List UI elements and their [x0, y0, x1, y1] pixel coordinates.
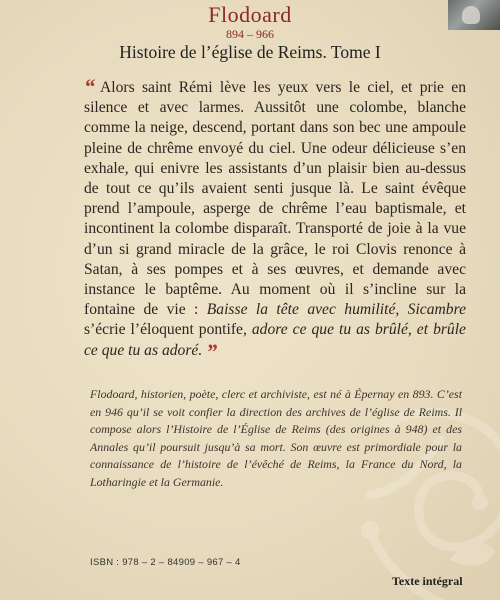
author-dates: 894 – 966 [226, 27, 274, 41]
quote-text-1: Alors saint Rémi lève les yeux vers le ciel, et prie en silence et avec larmes. Aussitôt une colombe, blanche comme la neige, descend, portant dans son bec une ampoule pleine de chrême envoyé du ciel. Une odeur délicieuse s’en exhale, qui enivre les assistants d’un plaisir bien au-dessus de tout ce qu’ils avaient senti jusque là. Le saint évêque prend l’ampoule, asperge de chrême l’eau baptismale, et incontinent la colombe disparaît. Transporté de joie à la vue d’un si grand miracle de la grâce, le roi Clovis renonce à Satan, à ses pompes et à ses œuvres, et demande avec instance le baptême. Au moment où il s’incline sur la fontaine de vie : [84, 79, 466, 319]
quote-block [84, 74, 466, 364]
close-quote-mark: ” [206, 338, 218, 364]
quote-italic-2: adore ce que tu as brûlé, et brûle ce que tu as adoré. [84, 321, 466, 359]
quote-text-2: s’écrie l’éloquent pontife, [84, 321, 252, 339]
footer-text-fragment [200, 592, 480, 600]
isbn: ISBN : 978 – 2 – 84909 – 967 – 4 [90, 557, 241, 568]
author-biography: Flodoard, historien, poète, clerc et archiviste, est né à Épernay en 893. C’est en 946 qu’il se voit confier la direction des archives de l’église de Reims. Il compose alors l’Histoire de l’Église de Reims (des origines à 948) et des Annales qu’il poursuit jusqu’à sa mort. Son œuvre est primordiale pour la connaissance de l’histoire de l’évêché de Reims, la France du Nord, la Lotharingie et la Germanie. [90, 387, 462, 489]
quote-italic-1: Baisse la tête avec humilité, Sicambre [206, 301, 466, 319]
open-quote-mark: “ [84, 74, 95, 99]
author-name: Flodoard [208, 2, 292, 27]
edition-note: Texte intégral [392, 574, 463, 588]
book-title: Histoire de l’église de Reims. Tome I [119, 42, 381, 62]
